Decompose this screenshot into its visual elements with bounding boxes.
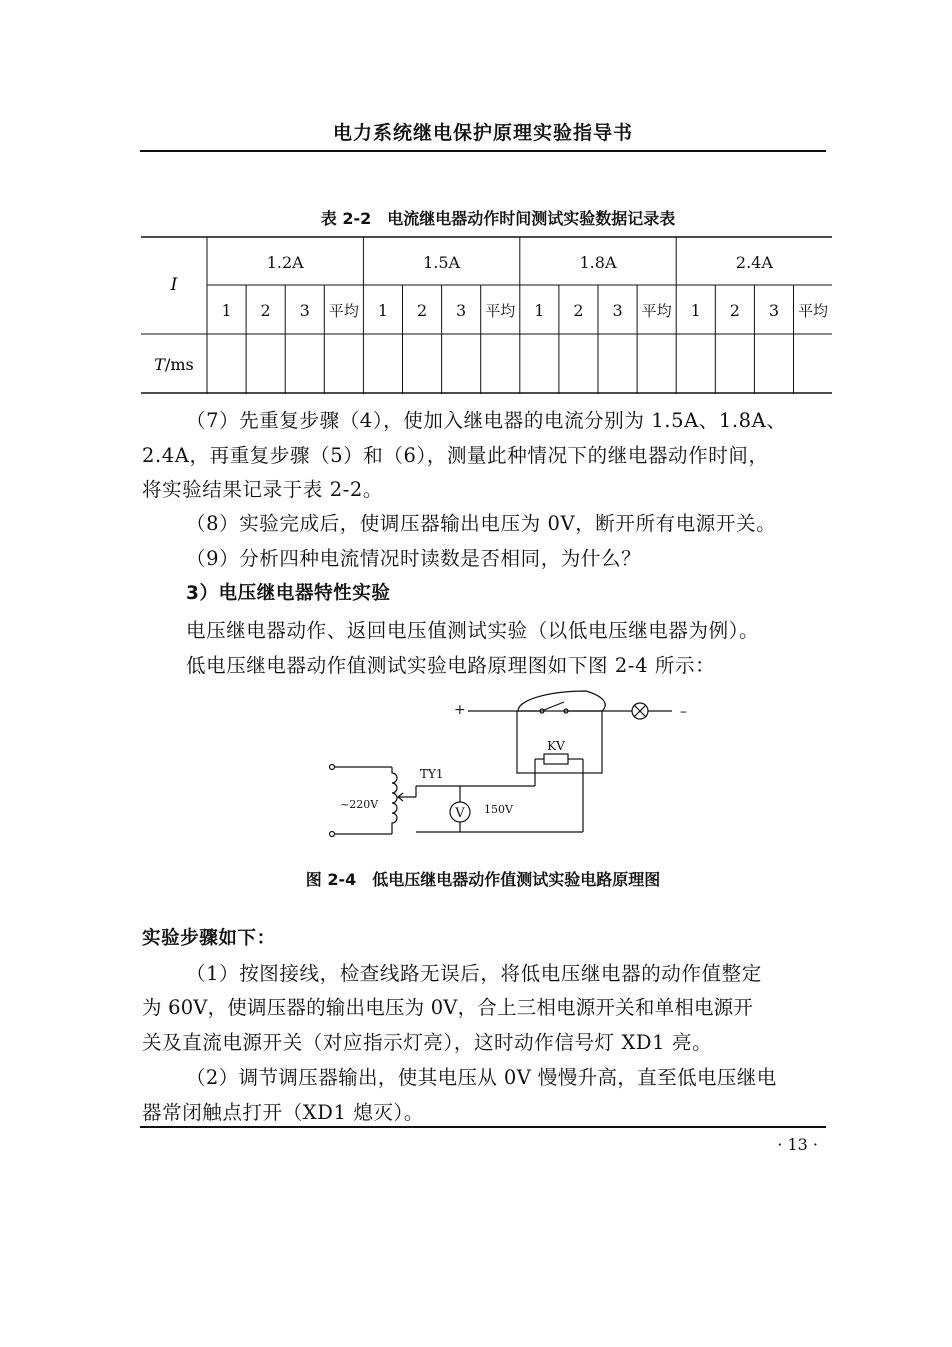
- sub-header: 3: [768, 301, 780, 320]
- table-caption: 表 2-2 电流继电器动作时间测试实验数据记录表: [320, 209, 676, 228]
- sub-header: 平均: [328, 302, 359, 320]
- paragraph-step8: （8）实验完成后，使调压器输出电压为 0V，断开所有电源开关。: [186, 512, 777, 535]
- section-heading: 3）电压继电器特性实验: [186, 583, 391, 604]
- row-header-time: T/ms: [154, 355, 194, 374]
- sub-header: 3: [456, 301, 467, 320]
- row-header-current: I: [170, 275, 178, 295]
- sub-header: 平均: [485, 302, 516, 320]
- step2-line2: 器常闭触点打开（XD1 熄灭）。: [142, 1101, 424, 1124]
- data-table: [141, 236, 832, 394]
- page-number: · 13 ·: [777, 1135, 818, 1154]
- voltmeter-label: V: [455, 806, 465, 821]
- relay-coil-icon: [544, 754, 568, 764]
- paragraph-intro: 电压继电器动作、返回电压值测试实验（以低电压继电器为例）。: [186, 619, 760, 642]
- voltage-range-label: 150V: [484, 803, 513, 816]
- sub-header: 2: [416, 301, 428, 320]
- sub-header: 平均: [641, 302, 672, 320]
- steps-heading: 实验步骤如下：: [142, 928, 276, 949]
- step1-line2: 为 60V，使调压器的输出电压为 0V，合上三相电源开关和单相电源开: [142, 996, 754, 1019]
- sub-header: 平均: [798, 302, 829, 320]
- source-voltage-label: ~220V: [340, 798, 379, 811]
- group-header: 2.4A: [735, 253, 773, 272]
- plus-terminal-label: +: [454, 702, 466, 718]
- step2-line1: （2）调节调压器输出，使其电压从 0V 慢慢升高，直至低电压继电: [186, 1066, 777, 1089]
- paragraph-step7-line2: 2.4A，再重复步骤（5）和（6），测量此种情况下的继电器动作时间，: [142, 444, 769, 467]
- paragraph-step9: （9）分析四种电流情况时读数是否相同，为什么？: [186, 547, 642, 570]
- sub-header: 3: [299, 301, 310, 320]
- group-header: 1.8A: [579, 253, 617, 272]
- sub-header: 2: [729, 301, 740, 320]
- minus-terminal-label: –: [680, 704, 687, 720]
- sub-header: 3: [612, 301, 623, 320]
- group-header: 1.2A: [266, 253, 304, 272]
- group-header: 1.5A: [423, 253, 461, 272]
- relay-contact-enclosure: [518, 691, 605, 711]
- header-rule: [140, 150, 826, 152]
- transformer-label: TY1: [420, 767, 444, 781]
- contact-blade: [544, 702, 564, 710]
- running-header: 电力系统继电保护原理实验指导书: [332, 122, 633, 144]
- ac-terminal-top: [330, 765, 335, 770]
- figure-caption: 图 2-4 低电压继电器动作值测试实验电路原理图: [305, 870, 661, 889]
- paragraph-figure-ref: 低电压继电器动作值测试实验电路原理图如下图 2-4 所示：: [186, 654, 716, 677]
- step1-line3: 关及直流电源开关（对应指示灯亮），这时动作信号灯 XD1 亮。: [142, 1031, 713, 1054]
- ac-terminal-bottom: [330, 832, 335, 837]
- sub-header: 1: [534, 301, 545, 320]
- paragraph-step7-line1: （7）先重复步骤（4），使加入继电器的电流分别为 1.5A、1.8A、: [186, 409, 787, 432]
- sub-header: 1: [690, 301, 701, 320]
- sub-header: 2: [573, 301, 584, 320]
- circuit-diagram: [320, 690, 700, 840]
- step1-line1: （1）按图接线，检查线路无误后，将低电压继电器的动作值整定: [186, 962, 762, 985]
- sub-header: 1: [221, 301, 232, 320]
- paragraph-step7-line3: 将实验结果记录于表 2-2。: [142, 478, 384, 501]
- transformer-winding-icon: [392, 767, 397, 834]
- sub-header: 1: [377, 301, 389, 320]
- footer-rule: [140, 1126, 826, 1128]
- indicator-lamp-icon: [632, 703, 648, 719]
- sub-header: 2: [260, 301, 271, 320]
- relay-kv-label: KV: [547, 739, 565, 753]
